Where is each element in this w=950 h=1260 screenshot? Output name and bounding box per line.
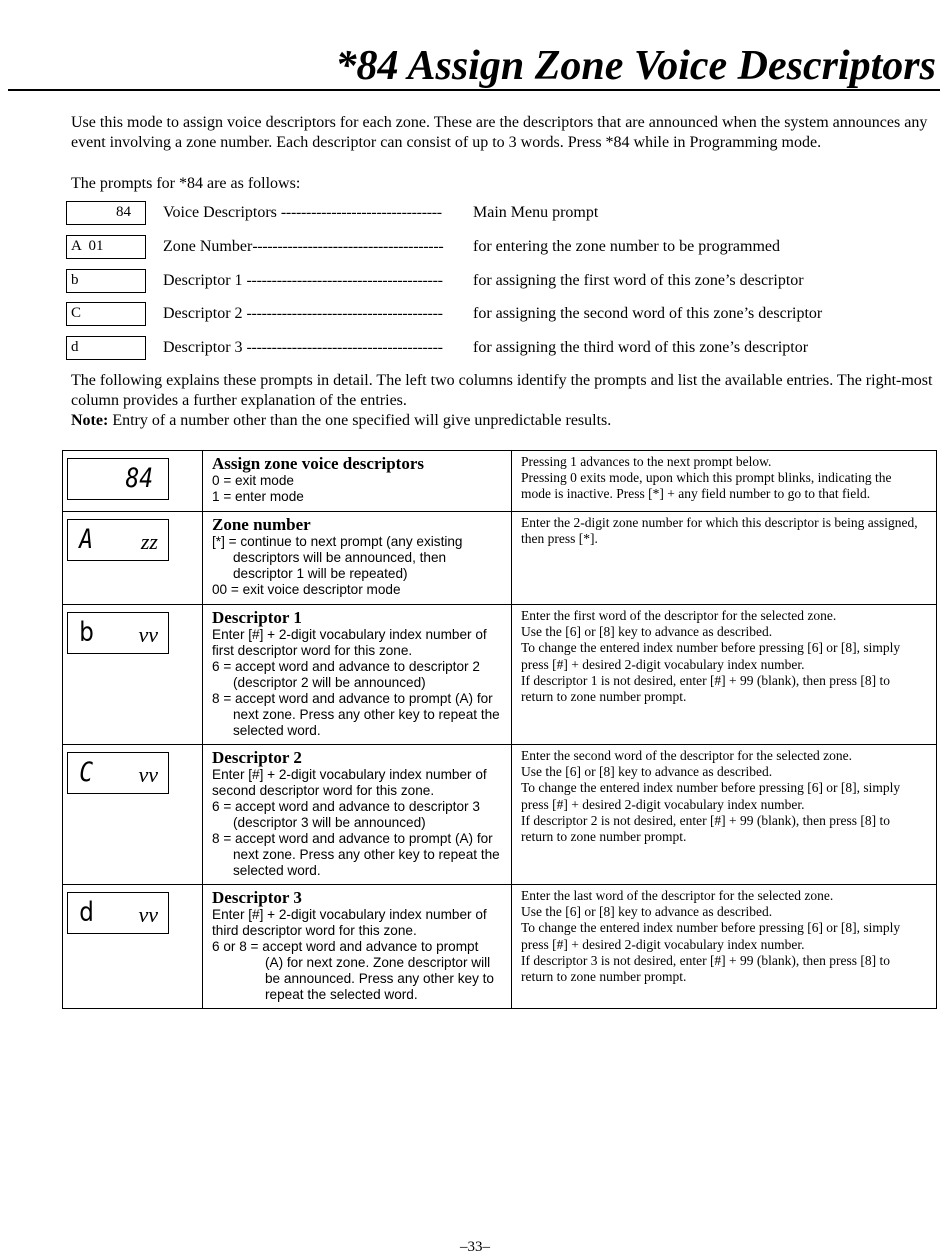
prompt-name: Voice Descriptors -------------------------------- — [163, 204, 442, 221]
display-main: b — [79, 617, 94, 648]
explanation-line: Use the [6] or [8] key to advance as described. — [521, 904, 773, 920]
entry-line: (descriptor 2 will be announced) — [233, 675, 426, 690]
prompt-name: Zone Number-------------------------------------- — [163, 238, 444, 255]
explanation-cell — [512, 512, 937, 605]
entry-line: repeat the selected word. — [265, 987, 418, 1002]
explanation-line: If descriptor 2 is not desired, enter [#] + 99 (blank), then press [8] to — [521, 812, 891, 828]
entry-line: descriptor 1 will be repeated) — [233, 566, 408, 581]
prompt-description: for entering the zone number to be programmed — [473, 238, 780, 255]
title-rule — [8, 89, 940, 91]
explanation-cell — [512, 745, 937, 885]
display-suffix: vv — [138, 762, 158, 787]
keypad-display — [67, 519, 169, 561]
explanation-line: mode is inactive. Press [*] + any field number to go to that field. — [521, 486, 871, 502]
intro-lead: The prompts for *84 are as follows: — [71, 175, 301, 192]
prompt-summary-row — [66, 336, 946, 360]
table-row — [63, 885, 937, 1009]
note-label: Note: — [71, 412, 109, 429]
display-suffix: vv — [138, 902, 158, 927]
entry-cell — [203, 885, 512, 1009]
entry-line: Enter [#] + 2-digit vocabulary index number of — [212, 627, 487, 642]
explanation-line: press [#] + desired 2-digit vocabulary index number. — [521, 796, 805, 812]
display-suffix: vv — [138, 622, 158, 647]
entry-title: Descriptor 3 — [212, 888, 302, 907]
prompt-description: for assigning the second word of this zone’s descriptor — [473, 305, 823, 322]
keypad-display — [67, 458, 169, 500]
entry-line: next zone. Press any other key to repeat the — [233, 847, 500, 862]
entry-line: be announced. Press any other key to — [265, 971, 494, 986]
explanation-line: Pressing 1 advances to the next prompt below. — [521, 454, 772, 469]
display-main: A — [79, 524, 94, 555]
table-row — [63, 451, 937, 512]
explanation-line: then press [*]. — [521, 531, 598, 547]
prompt-summary-row — [66, 201, 946, 225]
explanation-line: Enter the last word of the descriptor for the selected zone. — [521, 888, 834, 903]
entry-line: next zone. Press any other key to repeat the — [233, 707, 500, 722]
prompt-box: C — [66, 302, 146, 326]
table-row — [63, 745, 937, 885]
entry-line: 6 = accept word and advance to descriptor 2 — [212, 659, 480, 674]
entry-line: (A) for next zone. Zone descriptor will — [265, 955, 491, 970]
prompt-summary-row — [66, 235, 946, 259]
prompt-box: 84 — [66, 201, 146, 225]
prompt-name: Descriptor 2 --------------------------------------- — [163, 305, 443, 322]
explanation-cell — [512, 605, 937, 745]
prompt-description: for assigning the first word of this zone’s descriptor — [473, 272, 804, 289]
display-main: d — [79, 897, 94, 928]
entry-line: third descriptor word for this zone. — [212, 923, 417, 938]
keypad-display — [67, 752, 169, 794]
prompt-detail-table — [62, 450, 937, 1009]
explanation-cell — [512, 451, 937, 512]
prompt-box: b — [66, 269, 146, 293]
display-main: C — [79, 757, 94, 788]
prompt-summary-row — [66, 269, 946, 293]
entry-cell — [203, 512, 512, 605]
explanation-line: press [#] + desired 2-digit vocabulary index number. — [521, 936, 805, 952]
entry-line: 6 or 8 = accept word and advance to prompt — [212, 939, 479, 954]
entry-line: (descriptor 3 will be announced) — [233, 815, 426, 830]
prompt-box: A 01 — [66, 235, 146, 259]
table-row — [63, 512, 937, 605]
display-cell — [63, 605, 203, 745]
explanation-line: Enter the 2-digit zone number for which this descriptor is being assigned, — [521, 515, 918, 530]
explanation-line: To change the entered index number before pressing [6] or [8], simply — [521, 780, 901, 796]
explanation-line: If descriptor 3 is not desired, enter [#] + 99 (blank), then press [8] to — [521, 952, 891, 968]
intro-paragraph: Use this mode to assign voice descriptors for each zone. These are the descriptors that are announced when the system announces any event involving a zone number. Each descriptor can consist of up to 3 words. Press *84 while in Programming mode. — [71, 114, 928, 151]
entry-line: 8 = accept word and advance to prompt (A) for — [212, 691, 493, 706]
entry-title: Descriptor 2 — [212, 748, 302, 767]
page-number: –33– — [460, 1239, 490, 1255]
entry-line: first descriptor word for this zone. — [212, 643, 413, 658]
entry-line: [*] = continue to next prompt (any existing — [212, 534, 463, 549]
prompt-name: Descriptor 3 --------------------------------------- — [163, 339, 443, 356]
explanation-line: If descriptor 1 is not desired, enter [#] + 99 (blank), then press [8] to — [521, 672, 891, 688]
display-main: 84 — [125, 463, 154, 494]
entry-line: descriptors will be announced, then — [233, 550, 447, 565]
entry-line: Enter [#] + 2-digit vocabulary index number of — [212, 907, 487, 922]
entry-title: Assign zone voice descriptors — [212, 454, 425, 473]
entry-line: 00 = exit voice descriptor mode — [212, 582, 401, 597]
explanation-line: return to zone number prompt. — [521, 829, 687, 845]
prompt-box: d — [66, 336, 146, 360]
note-text: Entry of a number other than the one specified will give unpredictable results. — [108, 412, 612, 429]
entry-line: 6 = accept word and advance to descriptor 3 — [212, 799, 480, 814]
explanation-line: Enter the first word of the descriptor for the selected zone. — [521, 608, 837, 623]
entry-cell — [203, 451, 512, 512]
explain-paragraph: The following explains these prompts in detail. The left two columns identify the prompts and list the available entries. The right-most column provides a further explanation of the entries. Note: Entry of a number other than the one specified will give unpredictable results. — [71, 372, 933, 429]
explanation-line: To change the entered index number before pressing [6] or [8], simply — [521, 920, 901, 936]
explanation-line: Enter the second word of the descriptor for the selected zone. — [521, 748, 852, 763]
prompt-description: Main Menu prompt — [473, 204, 599, 221]
explanation-line: return to zone number prompt. — [521, 689, 687, 705]
display-suffix: zz — [140, 529, 158, 554]
explanation-line: Use the [6] or [8] key to advance as described. — [521, 624, 773, 640]
entry-line: second descriptor word for this zone. — [212, 783, 435, 798]
explanation-line: Pressing 0 exits mode, upon which this prompt blinks, indicating the — [521, 470, 892, 486]
keypad-display — [67, 612, 169, 654]
entry-line: 1 = enter mode — [212, 489, 304, 504]
entry-title: Zone number — [212, 515, 311, 534]
explanation-line: To change the entered index number before pressing [6] or [8], simply — [521, 640, 901, 656]
page-title: *84 Assign Zone Voice Descriptors — [335, 43, 936, 89]
display-cell — [63, 885, 203, 1009]
table-row — [63, 605, 937, 745]
prompt-description: for assigning the third word of this zone’s descriptor — [473, 339, 809, 356]
keypad-display — [67, 892, 169, 934]
display-cell — [63, 512, 203, 605]
display-cell — [63, 451, 203, 512]
entry-line: 0 = exit mode — [212, 473, 294, 488]
explanation-line: press [#] + desired 2-digit vocabulary index number. — [521, 656, 805, 672]
entry-line: selected word. — [233, 723, 321, 738]
prompt-summary-row — [66, 302, 946, 326]
entry-line: selected word. — [233, 863, 321, 878]
entry-cell — [203, 605, 512, 745]
explanation-cell — [512, 885, 937, 1009]
entry-line: Enter [#] + 2-digit vocabulary index number of — [212, 767, 487, 782]
explanation-line: Use the [6] or [8] key to advance as described. — [521, 764, 773, 780]
entry-line: 8 = accept word and advance to prompt (A) for — [212, 831, 493, 846]
explanation-line: return to zone number prompt. — [521, 969, 687, 985]
display-cell — [63, 745, 203, 885]
prompt-name: Descriptor 1 --------------------------------------- — [163, 272, 443, 289]
entry-cell — [203, 745, 512, 885]
entry-title: Descriptor 1 — [212, 608, 302, 627]
